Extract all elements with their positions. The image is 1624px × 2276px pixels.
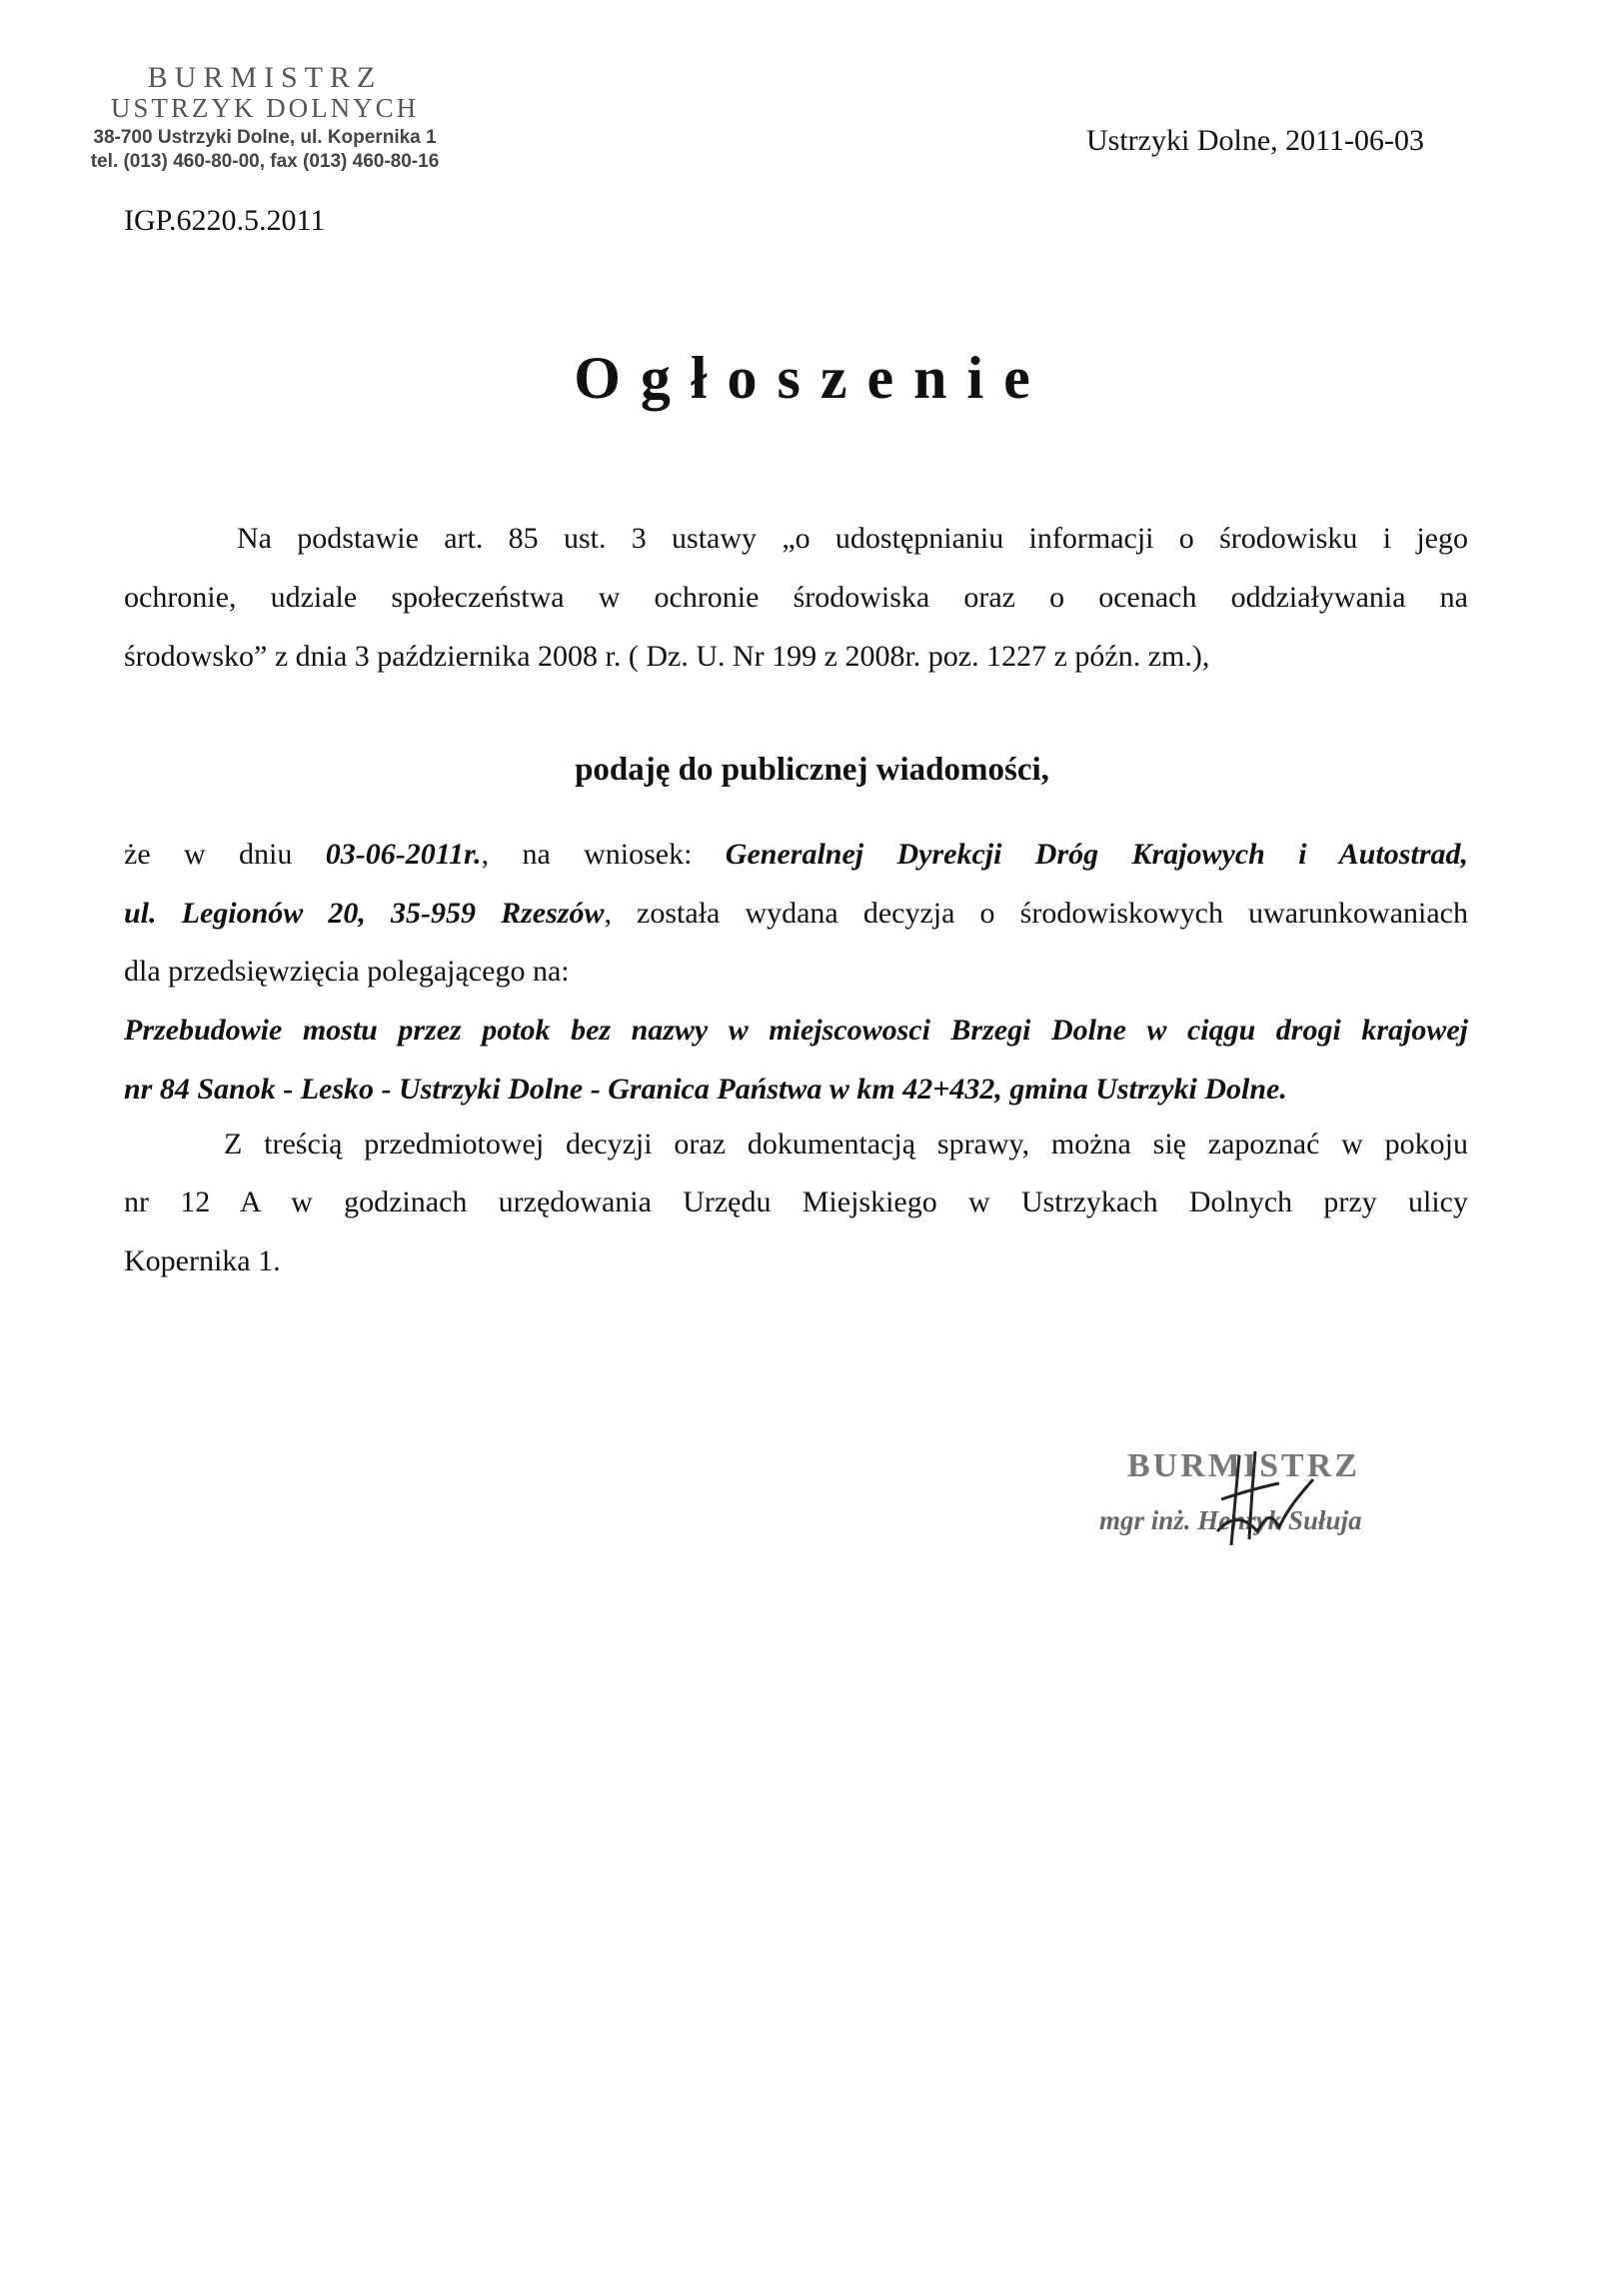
document-title: Ogłoszenie <box>574 345 1050 411</box>
intro-line-2: ochronie, udziale społeczeństwa w ochronie środowiska oraz o ocenach oddziaływania na <box>124 581 1468 614</box>
announcement: podaję do publicznej wiadomości, <box>575 752 1049 788</box>
decision-prefix: że w dniu <box>124 838 326 871</box>
decision-text: , została wydana decyzja o środowiskowych uwarunkowaniach <box>604 897 1468 930</box>
decision-date: 03-06-2011r. <box>325 838 482 871</box>
applicant-address: ul. Legionów 20, 35-959 Rzeszów <box>124 897 605 930</box>
info-line-3: Kopernika 1. <box>124 1244 281 1277</box>
intro-line-1: Na podstawie art. 85 ust. 3 ustawy „o udostępnianiu informacji o środowisku i jego <box>237 522 1468 555</box>
stamp-phone: tel. (013) 460-80-00, fax (013) 460-80-16 <box>90 151 440 172</box>
place-date: Ustrzyki Dolne, 2011-06-03 <box>1086 124 1424 157</box>
decision-line-3: dla przedsięwzięcia polegającego na: <box>124 955 570 988</box>
info-line-2: nr 12 A w godzinach urzędowania Urzędu Miejskiego w Ustrzykach Dolnych przy ulicy <box>124 1185 1468 1218</box>
decision-line-1 <box>124 838 1468 872</box>
header-stamp <box>55 62 475 174</box>
stamp-city: USTRZYK DOLNYCH <box>110 93 420 123</box>
signatory-name: mgr inż. Henryk Sułuja <box>1099 1505 1362 1535</box>
signature-title: BURMISTRZ <box>1127 1447 1360 1484</box>
intro-line-3: środowsko” z dnia 3 października 2008 r. ( Dz. U. Nr 199 z 2008r. poz. 1227 z późn. zm.), <box>124 640 1210 673</box>
info-line-1: Z treścią przedmiotowej decyzji oraz dokumentacją sprawy, można się zapoznać w pokoju <box>224 1128 1468 1160</box>
reference-number: IGP.6220.5.2011 <box>124 204 326 237</box>
project-line-1: Przebudowie mostu przez potok bez nazwy w miejscowosci Brzegi Dolne w ciągu drogi krajowej <box>124 1014 1468 1047</box>
decision-mid: , na wniosek: <box>481 838 726 871</box>
stamp-title: BURMISTRZ <box>147 61 383 94</box>
decision-line-2 <box>124 897 1468 931</box>
project-line-2: nr 84 Sanok - Lesko - Ustrzyki Dolne - Granica Państwa w km 42+432, gmina Ustrzyki Dolne. <box>124 1073 1287 1106</box>
handwritten-signature-icon <box>1209 1447 1319 1557</box>
signature-block <box>1099 1447 1399 1536</box>
applicant-name: Generalnej Dyrekcji Dróg Krajowych i Autostrad, <box>725 838 1468 871</box>
stamp-address: 38-700 Ustrzyki Dolne, ul. Kopernika 1 <box>93 127 437 148</box>
